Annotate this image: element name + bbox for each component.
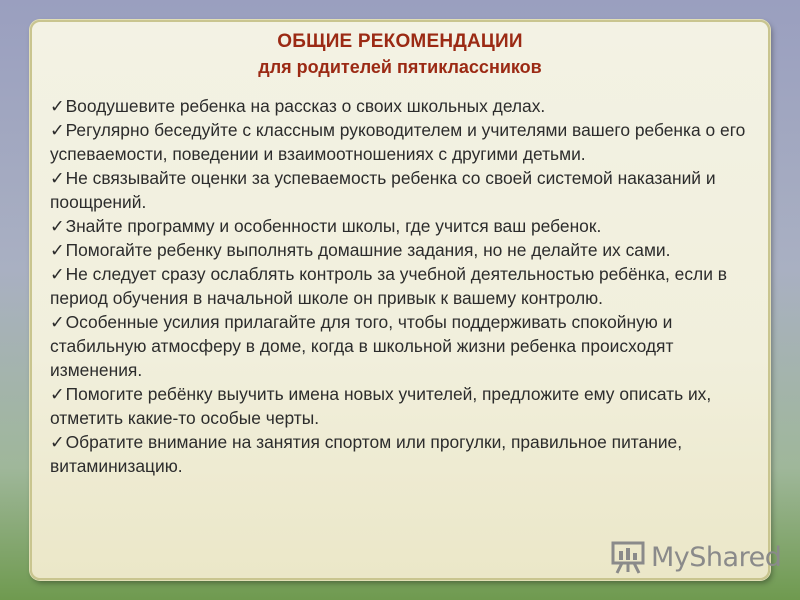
list-item [50,238,750,262]
list-item-text: Особенные усилия прилагайте для того, чтобы поддерживать спокойную и стабильную атмосферу в доме, когда в школьной жизни ребенка происходят изменения. [50,312,674,380]
list-item [50,118,750,166]
check-icon: ✓ [50,216,65,236]
myshared-watermark [610,539,781,575]
check-icon: ✓ [50,168,65,188]
list-item-text: Регулярно беседуйте с классным руководителем и учителями вашего ребенка о его успеваемости, поведении и взаимоотношениях с другими детьми. [50,120,746,164]
list-item [50,166,750,214]
content-panel [30,20,782,580]
check-icon: ✓ [50,120,65,140]
list-item [50,382,750,430]
check-icon: ✓ [50,384,65,404]
list-item [50,310,750,382]
list-item-text: Помогайте ребенку выполнять домашние задания, но не делайте их сами. [65,240,671,260]
list-item [50,430,750,478]
recommendations-list [50,94,750,478]
list-item-text: Воодушевите ребенка на рассказ о своих школьных делах. [65,96,546,116]
list-item-text: Помогите ребёнку выучить имена новых учителей, предложите ему описать их, отметить какие-то особые черты. [50,384,712,428]
check-icon: ✓ [50,96,65,116]
list-item [50,94,750,118]
list-item-text: Не следует сразу ослаблять контроль за учебной деятельностью ребёнка, если в период обучения в начальной школе он привык к вашему контролю. [50,264,727,308]
check-icon: ✓ [50,240,65,260]
check-icon: ✓ [50,432,65,452]
list-item-text: Не связывайте оценки за успеваемость ребенка со своей системой наказаний и поощрений. [50,168,716,212]
list-item-text: Знайте программу и особенности школы, где учится ваш ребенок. [65,216,602,236]
presentation-board-icon [610,539,648,575]
page-title: ОБЩИЕ РЕКОМЕНДАЦИИ [277,31,523,52]
watermark-text: MyShared [651,541,782,573]
check-icon: ✓ [50,264,65,284]
list-item-text: Обратите внимание на занятия спортом или прогулки, правильное питание, витаминизацию. [50,432,683,476]
list-item [50,262,750,310]
check-icon: ✓ [50,312,65,332]
list-item [50,214,750,238]
page-subtitle: для родителей пятиклассников [258,57,542,77]
